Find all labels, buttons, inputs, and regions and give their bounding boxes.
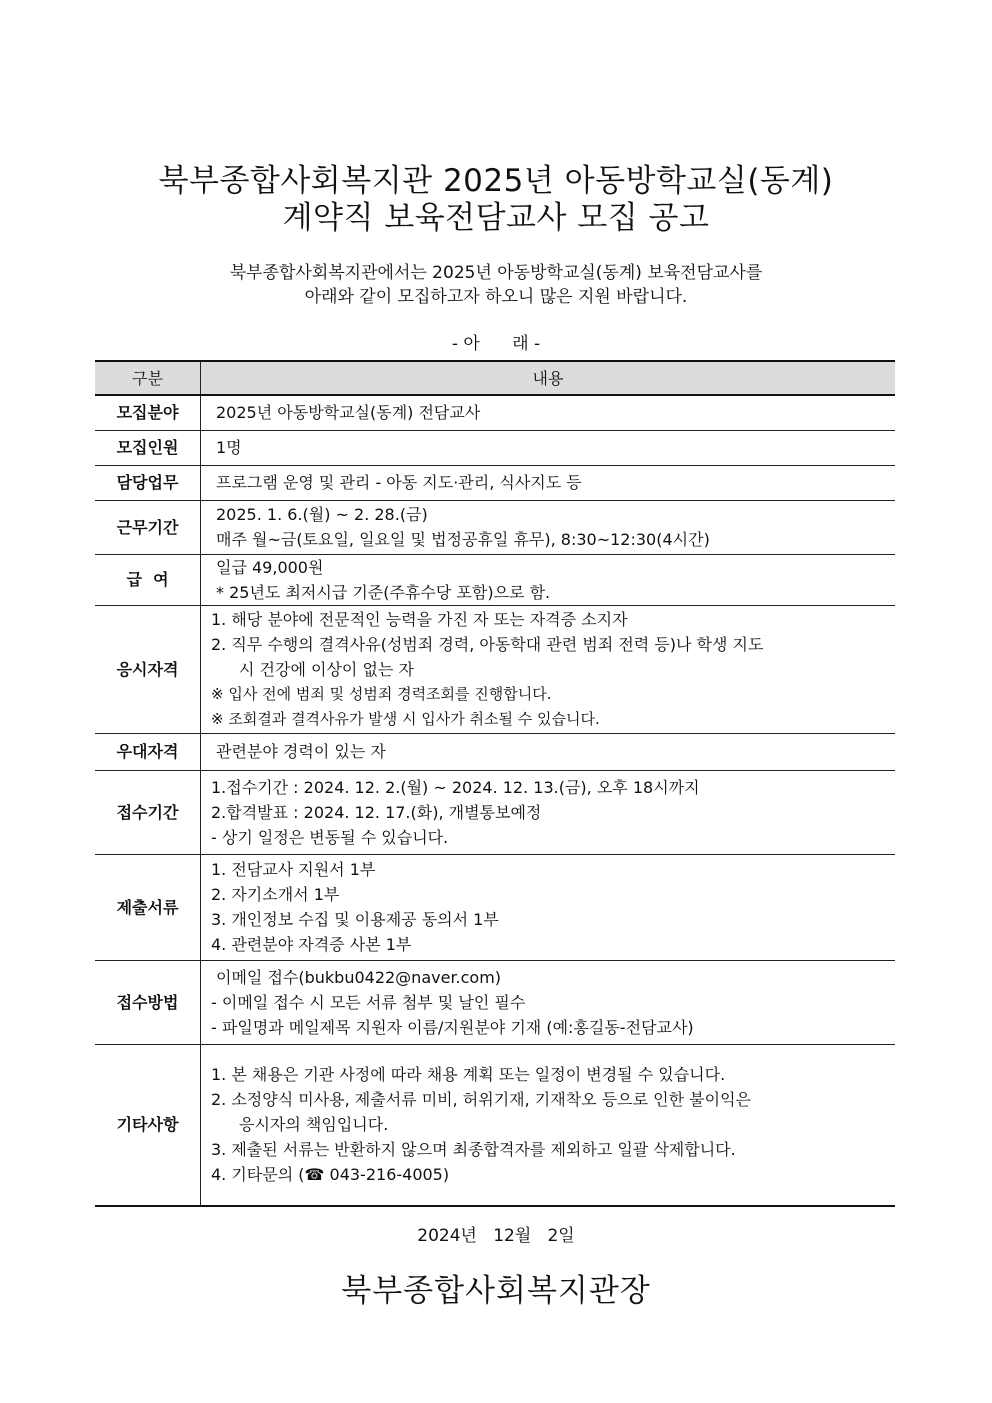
table-header-row <box>95 361 895 395</box>
table-row <box>95 395 895 430</box>
notice-title-line2: 계약직 보육전담교사 모집 공고 <box>282 200 710 236</box>
table-row <box>95 854 895 960</box>
row-value-preference: 관련분야 경력이 있는 자 <box>201 733 896 770</box>
table-row <box>95 733 895 770</box>
table-row <box>95 465 895 500</box>
row-value-duty: 프로그램 운영 및 관리 - 아동 지도·관리, 식사지도 등 <box>201 465 896 500</box>
row-value-application-period: 1.접수기간 : 2024. 12. 2.(월) ~ 2024. 12. 13.(금), 오후 18시까지 2.합격발표 : 2024. 12. 17.(화), 개별통보예정 - 상기 일정은 변동될 수 있습니다. <box>201 770 896 854</box>
row-label-salary: 급 여 <box>95 554 201 605</box>
header-content: 내용 <box>201 361 896 395</box>
row-label-duty: 담당업무 <box>95 465 201 500</box>
row-label-qualification: 응시자격 <box>95 605 201 733</box>
table-row <box>95 430 895 465</box>
row-value-method: 이메일 접수(bukbu0422@naver.com) - 이메일 접수 시 모든 서류 첨부 및 날인 필수 - 파일명과 메일제목 지원자 이름/지원분야 기재 (예:홍길동-전담교사) <box>201 960 896 1044</box>
row-value-etc: 1. 본 채용은 기관 사정에 따라 채용 계획 또는 일정이 변경될 수 있습니다. 2. 소정양식 미사용, 제출서류 미비, 허위기재, 기재착오 등으로 인한 불이익은 응시자의 책임입니다. 3. 제출된 서류는 반환하지 않으며 최종합격자를 제외하고 일괄 삭제합니다. 4. 기타문의 (☎ 043-216-4005) <box>201 1044 896 1206</box>
row-label-method: 접수방법 <box>95 960 201 1044</box>
row-value-field: 2025년 아동방학교실(동계) 전담교사 <box>201 395 896 430</box>
row-label-period: 근무기간 <box>95 500 201 554</box>
table-row <box>95 770 895 854</box>
row-label-etc: 기타사항 <box>95 1044 201 1206</box>
table-row <box>95 500 895 554</box>
intro-line2: 아래와 같이 모집하고자 하오니 많은 지원 바랍니다. <box>304 287 688 307</box>
recruitment-table <box>95 360 895 1207</box>
header-category: 구분 <box>95 361 201 395</box>
row-value-documents: 1. 전담교사 지원서 1부 2. 자기소개서 1부 3. 개인정보 수집 및 이용제공 동의서 1부 4. 관련분야 자격증 사본 1부 <box>201 854 896 960</box>
notice-title-line1: 북부종합사회복지관 2025년 아동방학교실(동계) <box>158 163 834 199</box>
table-row <box>95 1044 895 1206</box>
row-value-qualification: 1. 해당 분야에 전문적인 능력을 가진 자 또는 자격증 소지자 2. 직무 수행의 결격사유(성범죄 경력, 아동학대 관련 범죄 전력 등)나 학생 지도 시 건강에 이상이 없는 자 ※ 입사 전에 범죄 및 성범죄 경력조회를 진행합니다. ※ 조회결과 결격사유가 발생 시 입사가 취소될 수 있습니다. <box>201 605 896 733</box>
row-label-headcount: 모집인원 <box>95 430 201 465</box>
are-heading: - 아 래 - <box>451 334 541 354</box>
row-value-period: 2025. 1. 6.(월) ~ 2. 28.(금) 매주 월~금(토요일, 일요일 및 법정공휴일 휴무), 8:30~12:30(4시간) <box>201 500 896 554</box>
row-label-application-period: 접수기간 <box>95 770 201 854</box>
row-value-salary: 일급 49,000원 * 25년도 최저시급 기준(주휴수당 포함)으로 함. <box>201 554 896 605</box>
organization-signature: 북부종합사회복지관장 <box>341 1273 651 1309</box>
row-label-preference: 우대자격 <box>95 733 201 770</box>
notice-date: 2024년 12월 2일 <box>417 1226 575 1246</box>
table-row <box>95 554 895 605</box>
row-value-headcount: 1명 <box>201 430 896 465</box>
table-row <box>95 605 895 733</box>
intro-line1: 북부종합사회복지관에서는 2025년 아동방학교실(동계) 보육전담교사를 <box>229 263 763 283</box>
row-label-documents: 제출서류 <box>95 854 201 960</box>
table-row <box>95 960 895 1044</box>
row-label-field: 모집분야 <box>95 395 201 430</box>
